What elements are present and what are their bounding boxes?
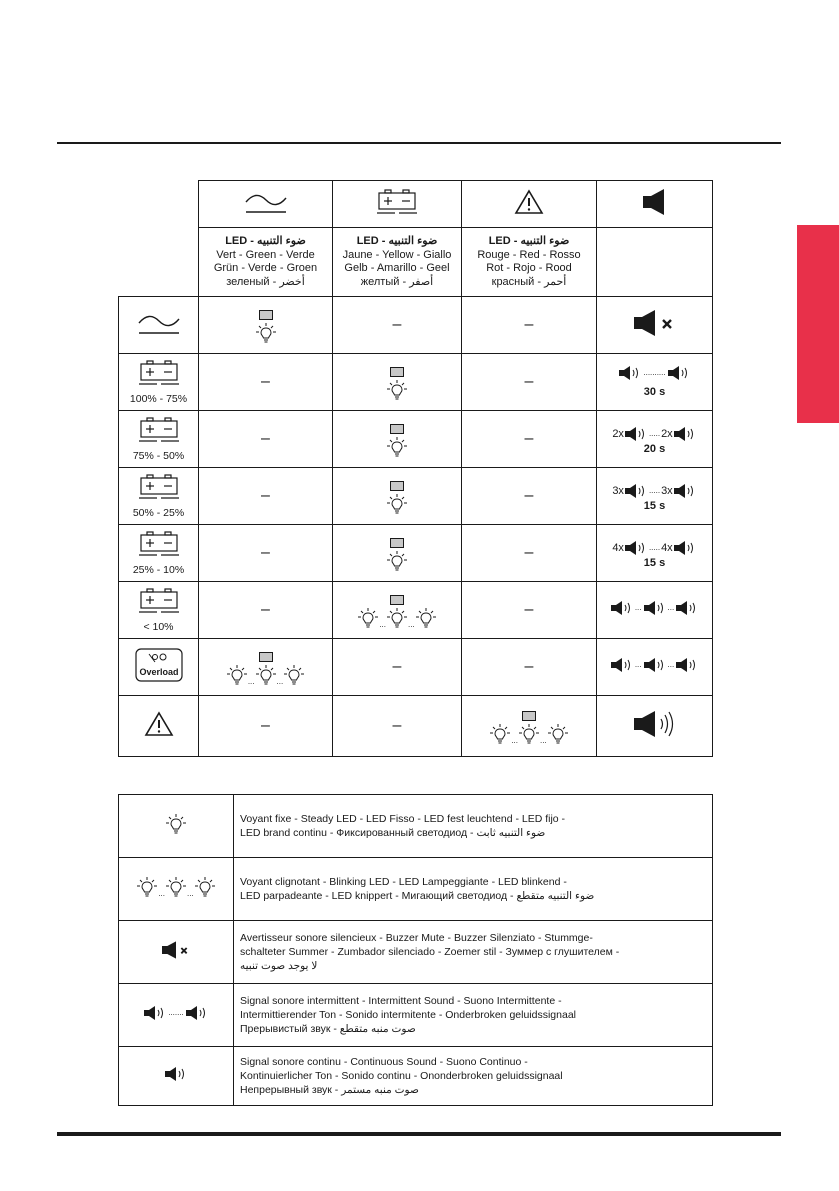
battery-icon [139,587,179,615]
legend-line: لا يوجد صوت تنبيه [240,960,318,972]
yellow-led-cell [333,468,462,525]
status-table [118,180,713,757]
battery-level-label: < 10% [143,621,174,633]
corner-blank [119,181,199,228]
dash: – [199,696,333,757]
yellow-led-cell [333,525,462,582]
svg-text:Overload: Overload [138,666,179,677]
dash: – [462,468,597,525]
intermittent-sound-cell [597,525,713,582]
intermittent-sound-icon: .......... [618,366,690,380]
legend-line: LED parpadeante - LED knippert - Мигающий светодиод - ضوء التنبيه متقطع [240,890,595,902]
legend-line: Voyant fixe - Steady LED - LED Fisso - LED fest leuchtend - LED fijo - [240,813,566,825]
repeat-count: 3x [661,484,673,497]
legend-line: Intermittierender Ton - Sonido intermitente - Onderbroken geluidssignaal [240,1009,576,1021]
legend-line: Avertisseur sonore silencieux - Buzzer Mute - Buzzer Silenziato - Stummge- [240,932,593,944]
repeat-count: 3x [612,484,624,497]
led-indicator [390,481,404,491]
interval-label: 15 s [643,556,666,569]
repeat-count: 2x [661,427,673,440]
intermittent-sound-cell [597,354,713,411]
led-indicator [390,424,404,434]
header-line: красный - أحمر [491,275,567,288]
dash: – [462,411,597,468]
intermittent-sound-cell [597,468,713,525]
blinking-led-icon: ... ... [137,876,214,898]
mains-sine-icon [199,181,333,228]
continuous-sound-icon [631,709,679,739]
header-line: Rot - Rojo - Rood [486,262,572,274]
dash: – [199,411,333,468]
legend-line: Непрерывный звук - صوت منبه مستمر [240,1084,419,1096]
repeat-count: 2x [612,427,624,440]
speaker-icon [597,181,713,228]
interval-label: 20 s [643,442,666,455]
row-label-battery-75-50 [119,411,199,468]
dash: – [462,354,597,411]
intermittent-sound-icon: ... ... [610,658,699,672]
dash: – [199,525,333,582]
continuous-sound-cell [597,696,713,757]
top-rule [57,142,781,144]
interval-label: 15 s [643,499,666,512]
green-led-cell [199,639,333,696]
legend-icon-cell [119,795,234,858]
blinking-led-icon: ... ... [490,723,567,745]
legend-table [118,794,713,1106]
header-line: LED - ضوء التنبيه [356,235,438,247]
legend-line: schalteter Summer - Zumbador silenciado - Zoemer stil - Зуммер с глушителем - [240,946,620,958]
dash: – [462,639,597,696]
steady-led-icon [166,813,186,835]
blinking-led-icon: ... ... [227,664,304,686]
legend-text [234,1047,713,1106]
steady-led-icon [256,322,276,344]
continuous-sound-icon [164,1067,188,1081]
led-indicator [390,538,404,548]
battery-level-label: 50% - 25% [132,507,185,519]
header-line: желтый - أصفر [360,275,434,288]
intermittent-sound-icon: 4x ..... 4x [612,541,696,555]
header-line: Grün - Verde - Groen [213,262,318,274]
repeat-count: 4x [612,541,624,554]
legend-icon-cell [119,921,234,984]
legend-icon-cell [119,1047,234,1106]
buzzer-mute-icon [160,940,192,960]
battery-icon [139,416,179,444]
intermittent-sound-icon: 3x ..... 3x [612,484,696,498]
row-label-battery-under-10 [119,582,199,639]
steady-led-icon [387,550,407,572]
steady-led-icon [387,379,407,401]
legend-line: Voyant clignotant - Blinking LED - LED Lampeggiante - LED blinkend - [240,876,567,888]
header-line: Jaune - Yellow - Giallo [342,248,452,261]
buzzer-mute-icon [631,308,679,338]
intermittent-sound-icon: 2x ..... 2x [612,427,696,441]
legend-icon-cell [119,858,234,921]
legend-text [234,921,713,984]
dash: – [199,354,333,411]
header-line: LED - ضوء التنبيه [225,235,306,247]
dash: – [333,639,462,696]
warning-triangle-icon [144,711,174,737]
header-line: Rouge - Red - Rosso [477,248,581,261]
section-tab [797,225,839,423]
overload-icon [135,648,183,682]
yellow-led-cell [333,354,462,411]
header-line: LED - ضوء التنبيه [488,235,570,247]
led-indicator [390,595,404,605]
repeat-count: 4x [661,541,673,554]
yellow-led-cell [333,411,462,468]
dash: – [462,297,597,354]
dash: – [199,468,333,525]
header-line: Vert - Green - Verde [216,248,315,261]
header-led-yellow [333,228,462,297]
dash: – [462,582,597,639]
interval-label: 30 s [643,386,666,398]
warning-triangle-icon [462,181,597,228]
legend-line: Signal sonore continu - Continuous Sound - Suono Continuo - [240,1056,528,1068]
battery-level-label: 75% - 50% [132,450,185,462]
battery-icon [139,530,179,558]
blinking-led-icon: ... ... [358,607,435,629]
dash: – [462,525,597,582]
header-led-green [199,228,333,297]
dash: – [333,297,462,354]
intermittent-sound-cell [597,411,713,468]
led-indicator [259,310,273,320]
steady-led-icon [387,493,407,515]
battery-icon [333,181,462,228]
led-indicator [522,711,536,721]
intermittent-sound-icon: ... ... [610,601,699,615]
legend-icon-cell [119,984,234,1047]
buzzer-mute-cell [597,297,713,354]
bottom-rule [57,1132,781,1136]
row-label-overload [119,639,199,696]
row-label-mains [119,297,199,354]
dash: – [199,582,333,639]
battery-icon [139,473,179,501]
led-indicator [259,652,273,662]
battery-level-label: 100% - 75% [129,393,188,405]
yellow-led-cell [333,582,462,639]
row-label-battery-50-25 [119,468,199,525]
legend-line: Прерывистый звук - صوت منبه متقطع [240,1023,416,1035]
row-label-battery-100-75 [119,354,199,411]
led-indicator [390,367,404,377]
legend-text [234,858,713,921]
legend-line: Signal sonore intermittent - Intermittent Sound - Suono Intermittente - [240,995,562,1007]
legend-line: Kontinuierlicher Ton - Sonido continu - Ononderbroken geluidssignaal [240,1070,563,1082]
legend-text [234,795,713,858]
row-label-warning [119,696,199,757]
legend-line: LED brand continu - Фиксированный светодиод - ضوء التنبيه ثابت [240,827,546,839]
intermittent-sound-cell [597,639,713,696]
battery-icon [139,359,179,387]
row-label-battery-25-10 [119,525,199,582]
mains-sine-icon [137,311,181,335]
header-led-red [462,228,597,297]
red-led-cell [462,696,597,757]
intermittent-sound-cell [597,582,713,639]
intermittent-sound-icon: ....... [143,1006,209,1020]
header-line: зеленый - أخضر [226,275,305,288]
legend-text [234,984,713,1047]
header-line: Gelb - Amarillo - Geel [344,262,450,274]
dash: – [333,696,462,757]
green-led-cell [199,297,333,354]
battery-level-label: 25% - 10% [132,564,185,576]
header-sound [597,228,713,297]
corner-blank [119,228,199,297]
steady-led-icon [387,436,407,458]
